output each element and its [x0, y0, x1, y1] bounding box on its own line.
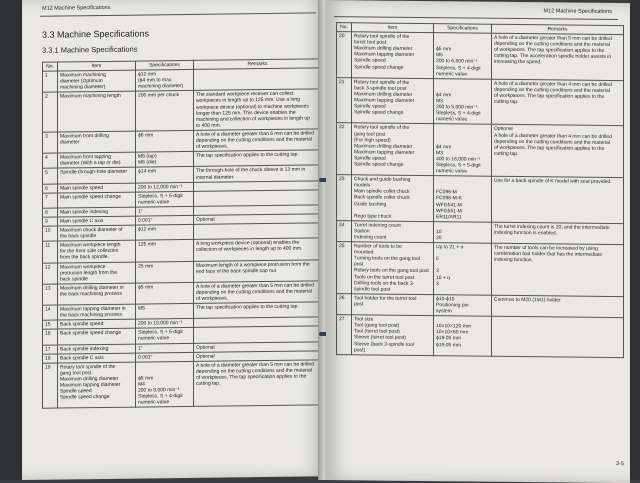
- table-row: [337, 77, 624, 126]
- item-cell: Maximum chuck diameter of the back spindle: [58, 225, 136, 241]
- item-cell: Tool size Tool (gang tool post) Tool (turret tool post) Sleeve (turret tool post) Sleeve (back 3-spindle tool post): [352, 315, 434, 355]
- table-row: [337, 242, 624, 297]
- remarks-cell: A hole of a diameter greater than 5 mm can be drilled depending on the cutting conditions and the material of workpieces. The tap specification applies to the cutting tap. The acceleration spindle holder assists in increasing the speed.: [492, 33, 624, 80]
- spec-cell: 200 to 10,000 min⁻¹: [136, 319, 194, 329]
- spec-table-right: [336, 22, 624, 358]
- spec-cell: FC096-M FC096-M-K WFG541-M WFG551-M ER11/AR11: [434, 176, 492, 222]
- row-number: 24: [337, 220, 352, 241]
- item-cell: Main spindle C axis: [58, 216, 136, 226]
- row-number: 27: [337, 315, 352, 355]
- row-number: 25: [337, 242, 352, 294]
- item-cell: Back spindle indexing: [58, 344, 136, 354]
- row-number: 21: [337, 77, 352, 123]
- item-cell: Back spindle speed: [58, 319, 136, 329]
- page-number: 3-5: [616, 461, 624, 468]
- row-number: 6: [43, 184, 58, 193]
- row-number: 4: [43, 153, 58, 168]
- row-number: 14: [43, 305, 58, 320]
- column-header-specifications: Specifications: [136, 60, 194, 70]
- table-row: [337, 123, 624, 178]
- spec-table-left: [42, 58, 322, 409]
- spec-cell: 0.001°: [136, 215, 194, 225]
- row-number: 5: [43, 168, 58, 183]
- item-cell: Main spindle indexing: [58, 207, 136, 217]
- item-cell: Maximum front tapping diameter (With a tap or die): [58, 152, 136, 168]
- spec-cell: M6 (tap) M6 (die): [136, 152, 194, 168]
- subsection-title: 3.3.1 Machine Specifications: [42, 44, 138, 55]
- column-header-item: Item: [58, 61, 136, 71]
- table-row: [43, 360, 322, 409]
- spec-cell: 125 mm: [136, 240, 194, 262]
- item-cell: Number of tools to be mounted Turning tools on the gang tool post Rotary tools on the gang tool post Tools on the turret tool post Drilling tools on the back 3- spindle tool post: [352, 242, 434, 295]
- spec-cell: ϕ10-ϕ10 Positioning pin system: [434, 294, 492, 316]
- remarks-cell: The turret indexing count is 20, and the intermediate indexing function is enabled.: [492, 222, 624, 245]
- item-cell: Turret indexing count Station Indexing count: [352, 221, 434, 243]
- remarks-cell: The number of tools can be increased by using combination tool holder that has the intermediate indexing function.: [492, 243, 624, 296]
- header-rule: [40, 12, 316, 16]
- row-number: 19: [43, 363, 58, 409]
- row-number: 17: [43, 345, 58, 354]
- item-cell: Maximum tapping diameter in the back machining process: [58, 304, 136, 320]
- spec-cell: 10 20: [434, 221, 492, 243]
- remarks-cell: [194, 223, 322, 240]
- desk-background-right: [630, 0, 640, 480]
- spec-cell: 1°: [136, 206, 194, 216]
- spec-cell: 200 to 12,000 min⁻¹: [136, 182, 194, 192]
- spec-cell: ϕ5 mm M5 200 to 6,500 min⁻¹ Stepless, S + 4-digit numeric value: [434, 33, 492, 79]
- desk-background-left: [0, 0, 22, 480]
- spec-cell: ϕ14 mm: [136, 167, 194, 183]
- spec-cell: Stepless, S + 5-digit numeric value: [136, 191, 194, 207]
- spec-cell: ϕ4 mm M3 200 to 5,000 min⁻¹ Stepless, S + 4-digit numeric value: [434, 78, 492, 124]
- remarks-cell: A hole of a diameter greater than 6 mm can be drilled depending on the cutting conditions and the material of workpieces.: [194, 129, 322, 152]
- spec-cell: 25 mm: [136, 261, 194, 283]
- item-cell: Main spindle speed change: [58, 192, 136, 208]
- remarks-cell: [194, 326, 322, 343]
- remarks-cell: The tap specification applies to the cutting tap.: [194, 150, 322, 167]
- spec-cell: ϕ5 mm: [136, 282, 194, 304]
- item-cell: Main spindle speed: [58, 183, 136, 193]
- row-number: 16: [43, 329, 58, 344]
- remarks-cell: A hole of a diameter greater than 5 mm can be drilled depending on the cutting conditions and the material of workpieces. The tap specification applies to the cutting tap.: [194, 360, 322, 407]
- remarks-cell: Optional A hole of a diameter greater than 4 mm can be drilled depending on the cutting conditions and the material of workpieces. The tap specification applies to the cutting tap.: [492, 125, 624, 178]
- remarks-cell: A hole of a diameter greater than 5 mm can be drilled depending on the cutting conditions and the material of workpieces.: [194, 281, 322, 304]
- left-page: [22, 0, 324, 480]
- row-number: 12: [43, 263, 58, 284]
- item-cell: Spindle through-hole diameter: [58, 168, 136, 184]
- item-cell: Maximum workpiece protrusion length from the back spindle: [58, 262, 136, 284]
- column-header-remarks: Remarks: [194, 59, 322, 70]
- remarks-cell: Optional: [194, 350, 322, 361]
- row-number: 9: [43, 217, 58, 226]
- remarks-cell: Use for a back spindle of K model with seal provided.: [492, 176, 624, 223]
- table-row: [43, 89, 322, 132]
- row-number: 11: [43, 241, 58, 262]
- remarks-cell: Optional: [194, 341, 322, 352]
- column-header-no: No.: [43, 62, 58, 71]
- table-row: [337, 32, 624, 81]
- row-number: 2: [43, 92, 58, 132]
- table-row: [337, 175, 624, 224]
- item-cell: Back spindle C axis: [58, 353, 136, 363]
- remarks-cell: The standard workpiece receiver can collect workpieces in length up to 125 mm. Use a long workpiece device (optional) to machine workpieces longer than 125 mm. This device enables the machining and collection of workpieces in length up to 400 mm.: [194, 89, 322, 130]
- item-cell: Maximum machining length: [58, 91, 136, 132]
- spec-cell: 0.001°: [136, 352, 194, 362]
- spec-cell: Up to 21 + α 5 3 10 + α 3: [434, 243, 492, 295]
- column-header-remarks: Remarks: [492, 24, 624, 34]
- column-header-specifications: Specifications: [434, 24, 492, 34]
- remarks-cell: Maximum length of a workpiece protrusion from the end face of the back spindle cap nut: [194, 259, 322, 282]
- row-number: 15: [43, 320, 58, 329]
- item-cell: Rotary tool spindle of the gang tool post (For high speed) Maximum drilling diameter Maximum tapping diameter Spindle speed Spindle speed change: [352, 123, 434, 176]
- column-header-item: Item: [352, 23, 434, 33]
- remarks-cell: The through-hole of the chuck sleeve is 13 mm in internal diameter.: [194, 165, 322, 182]
- spec-cell: 1°: [136, 343, 194, 353]
- row-number: 22: [337, 123, 352, 175]
- row-number: 8: [43, 208, 58, 217]
- remarks-cell: [194, 68, 322, 91]
- item-cell: Chuck and guide bushing models Main spindle collet chuck Back spindle collet chuck Guide bushing Rego type chuck: [352, 175, 434, 222]
- remarks-cell: A long workpiece device (optional) enables the collection of workpieces in length up to 400 mm.: [194, 238, 322, 261]
- item-cell: Rotary tool spindle of the gang tool post Maximum drilling diameter Maximum tapping diameter Spindle speed Spindle speed change: [58, 362, 136, 409]
- spec-cell: Stepless, S + 5-digit numeric value: [136, 328, 194, 344]
- remarks-cell: A hole of a diameter greater than 4 mm can be drilled depending on the cutting conditions and the material of workpieces. The tap specification applies to the cutting tap.: [492, 79, 624, 126]
- item-cell: Maximum workpiece length for the front side collection from the back spindle.: [58, 240, 136, 262]
- row-number: 18: [43, 354, 58, 363]
- running-header: M12 Machine Specifications: [543, 8, 612, 15]
- item-cell: Maximum drilling diameter in the back machining process: [58, 283, 136, 305]
- item-cell: Maximum machining diameter (Optimum machining diameter): [58, 70, 136, 92]
- remarks-cell: [492, 316, 624, 357]
- row-number: 26: [337, 293, 352, 314]
- item-cell: Tool holder for the turret tool post: [352, 294, 434, 316]
- spec-cell: 200 mm per chuck: [136, 91, 194, 131]
- right-page: [326, 0, 630, 483]
- table-row: [337, 220, 624, 244]
- spec-cell: ϕ12 mm: [136, 224, 194, 240]
- section-title: 3.3 Machine Specifications: [42, 28, 150, 40]
- remarks-cell: [194, 190, 322, 207]
- item-cell: Rotary tool spindle of the back 3-spindle tool post Maximum drilling diameter Maximum tapping diameter Spindle speed Spindle speed change: [352, 78, 434, 125]
- item-cell: Maximum front drilling diameter: [58, 131, 136, 153]
- running-header: M12 Machine Specifications: [42, 4, 111, 12]
- item-cell: Back spindle speed change: [58, 328, 136, 344]
- spec-cell: ϕ6 mm: [136, 130, 194, 152]
- item-cell: Rotary tool spindle of the turret tool post Maximum drilling diameter Maximum tapping diameter Spindle speed Spindle speed change: [352, 32, 434, 79]
- table-row: [337, 293, 624, 317]
- spec-cell: M5: [136, 303, 194, 319]
- spec-cell: ϕ5 mm M4 200 to 8,000 min⁻¹ Stepless, S + 4-digit numeric value: [136, 361, 194, 407]
- row-number: 3: [43, 132, 58, 153]
- table-row: [337, 315, 624, 358]
- spec-cell: ϕ12 mm (ϕ4 mm to max. machining diameter): [136, 69, 194, 91]
- row-number: 20: [337, 32, 352, 78]
- row-number: 1: [43, 71, 58, 92]
- row-number: 13: [43, 284, 58, 305]
- spec-cell: 10×10×120 mm 10×10×60 mm ϕ19.05 mm ϕ19.05 mm: [434, 316, 492, 356]
- row-number: 7: [43, 193, 58, 208]
- column-header-no: No.: [337, 23, 352, 32]
- remarks-cell: The tap specification applies to the cutting tap.: [194, 302, 322, 319]
- remarks-cell: Optional: [194, 214, 322, 225]
- remarks-cell: Common to M20 (1M1) holder: [492, 295, 624, 318]
- row-number: 10: [43, 226, 58, 241]
- row-number: 23: [337, 175, 352, 221]
- spec-cell: ϕ4 mm M3 400 to 16,000 min⁻¹ Stepless, S + 5-digit numeric value: [434, 124, 492, 176]
- header-rule: [334, 16, 618, 20]
